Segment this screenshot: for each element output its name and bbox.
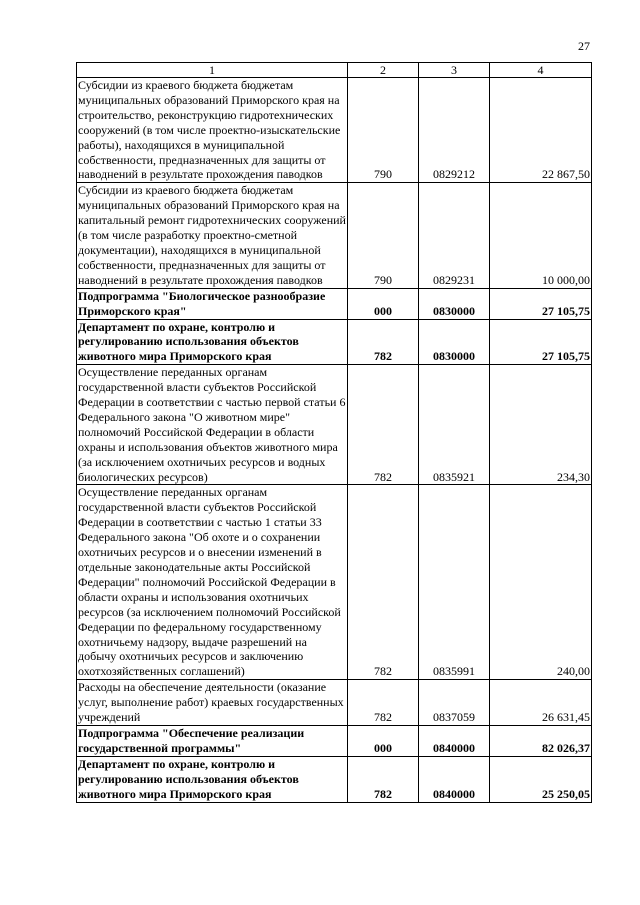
row-target: 0830000: [419, 288, 490, 319]
row-target: 0835991: [419, 485, 490, 680]
table-row: [77, 183, 592, 288]
row-code: 782: [348, 485, 419, 680]
row-target: 0837059: [419, 680, 490, 726]
row-name: Департамент по охране, контролю и регулированию использования объектов животного мира Приморского края: [77, 756, 348, 802]
row-name: Субсидии из краевого бюджета бюджетам муниципальных образований Приморского края на строительство, реконструкцию гидротехнических сооружений (в том числе проектно-изыскательские работы), находящихся в муниципальной собственности, предназначенных для защиты от наводнений в результате прохождения паводков: [77, 78, 348, 183]
header-cell-name: 1: [77, 63, 348, 78]
row-name: Подпрограмма "Биологическое разнообразие Приморского края": [77, 288, 348, 319]
row-sum: 240,00: [490, 485, 592, 680]
row-sum: 234,30: [490, 365, 592, 485]
row-name: Департамент по охране, контролю и регулированию использования объектов животного мира Приморского края: [77, 319, 348, 365]
row-sum: 22 867,50: [490, 78, 592, 183]
row-sum: 27 105,75: [490, 288, 592, 319]
row-code: 000: [348, 288, 419, 319]
row-code: 000: [348, 725, 419, 756]
row-name: Осуществление переданных органам государственной власти субъектов Российской Федерации в соответствии с частью первой статьи 6 Федерального закона "О животном мире" полномочий Российской Федерации в области охраны и использования объектов животного мира (за исключением охотничьих ресурсов и водных биологических ресурсов): [77, 365, 348, 485]
table-header-row: [77, 63, 592, 78]
row-name: Подпрограмма "Обеспечение реализации государственной программы": [77, 725, 348, 756]
table-row: [77, 288, 592, 319]
header-cell-sum: 4: [490, 63, 592, 78]
row-name: Субсидии из краевого бюджета бюджетам муниципальных образований Приморского края на капитальный ремонт гидротехнических сооружений (в том числе разработку проектно-сметной документации), находящихся в муниципальной собственности, предназначенных для защиты от наводнений в результате прохождения паводков: [78, 183, 346, 287]
row-code: 782: [348, 319, 419, 365]
row-target: 0840000: [419, 725, 490, 756]
row-name: Осуществление переданных органам государственной власти субъектов Российской Федерации в соответствии с частью 1 статьи 33 Федерального закона "Об охоте и о сохранении охотничьих ресурсов и о внесении изменений в отдельные законодательные акты Российской Федерации" полномочий Российской Федерации в области охраны и использования охотничьих ресурсов (за исключением полномочий Российской Федерации по федеральному государственному охотничьему надзору, выдаче разрешений на добычу охотничьих ресурсов и заключению охотхозяйственных соглашений): [77, 485, 348, 680]
row-name: Расходы на обеспечение деятельности (оказание услуг, выполнение работ) краевых государственных учреждений: [77, 680, 348, 726]
row-target: 0840000: [419, 756, 490, 802]
table-row: [77, 78, 592, 183]
table-row: [77, 725, 592, 756]
row-target: 0835921: [419, 365, 490, 485]
row-code: 782: [348, 365, 419, 485]
table-row: [77, 756, 592, 802]
row-code: 782: [348, 680, 419, 726]
row-code: 782: [348, 756, 419, 802]
row-code: 790: [348, 183, 419, 288]
row-sum: 10 000,00: [490, 183, 592, 288]
table-row: [77, 319, 592, 365]
header-cell-code: 2: [348, 63, 419, 78]
row-sum: 27 105,75: [490, 319, 592, 365]
row-target: 0829231: [419, 183, 490, 288]
header-cell-target: 3: [419, 63, 490, 78]
row-sum: 25 250,05: [490, 756, 592, 802]
row-code: 790: [348, 78, 419, 183]
row-target: 0829212: [419, 78, 490, 183]
row-sum: 26 631,45: [490, 680, 592, 726]
table-row: [77, 485, 592, 680]
row-sum: 82 026,37: [490, 725, 592, 756]
budget-table: [76, 62, 592, 803]
table-row: [77, 365, 592, 485]
row-target: 0830000: [419, 319, 490, 365]
page-number: 27: [578, 39, 590, 53]
table-row: [77, 680, 592, 726]
